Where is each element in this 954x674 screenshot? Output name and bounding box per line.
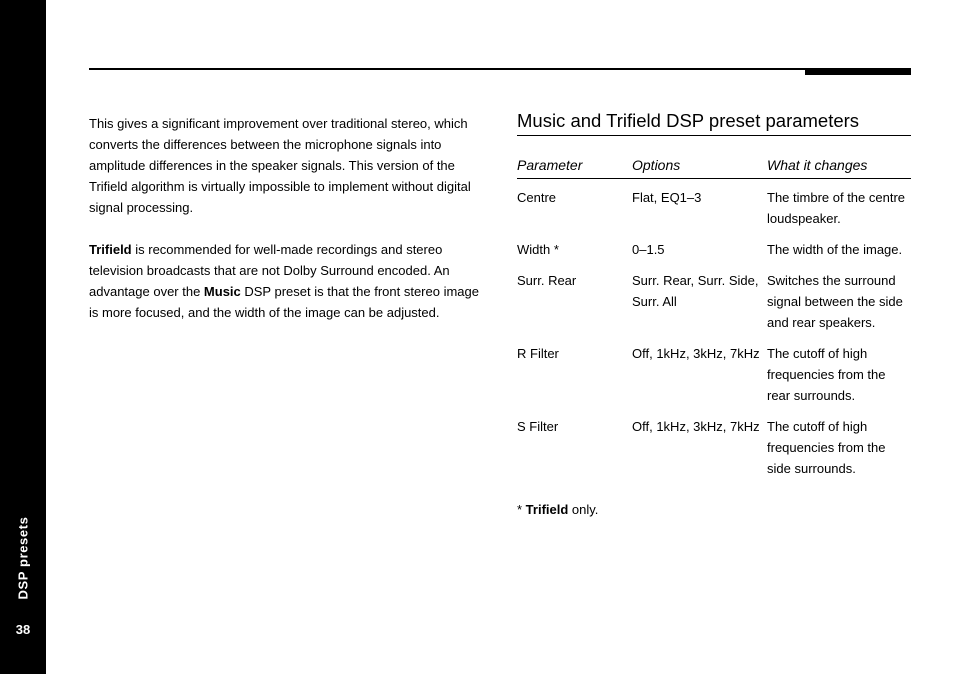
- cell-parameter: R Filter: [517, 346, 559, 361]
- paragraph-trifield-intro: This gives a significant improvement over traditional stereo, which converts the differences between the microphone signals into amplitude differences in the speaker signals. This version of the Trifield algorithm is virtually impossible to implement without digital signal processing.: [89, 116, 471, 215]
- cell-options: Surr. Rear, Surr. Side, Surr. All: [632, 273, 759, 309]
- cell-changes: Switches the surround signal between the side and rear speakers.: [767, 273, 903, 330]
- section-title: Music and Trifield DSP preset parameters: [517, 110, 911, 136]
- body-text-column: [89, 113, 484, 344]
- footnote-suffix: only.: [568, 502, 599, 517]
- paragraph-trifield-recommendation: [89, 239, 484, 323]
- sidebar: [0, 0, 46, 674]
- cell-changes: The cutoff of high frequencies from the side surrounds.: [767, 419, 886, 476]
- term-trifield: Trifield: [525, 502, 569, 517]
- cell-parameter: Width *: [517, 242, 559, 257]
- cell-parameter: Centre: [517, 190, 557, 205]
- footnote-prefix: *: [517, 502, 526, 517]
- paragraph-text: is recommended for well-made recordings and stereo television broadcasts that are not Dolby Surround encoded. An advantage over the: [89, 242, 450, 299]
- cell-parameter: Surr. Rear: [517, 273, 577, 288]
- cell-options: 0–1.5: [632, 242, 665, 257]
- cell-changes: The width of the image.: [767, 242, 903, 257]
- table-row: [517, 416, 911, 489]
- table-header-row: [517, 155, 911, 179]
- header-rule: [89, 68, 911, 70]
- table-row: [517, 270, 911, 343]
- cell-parameter: S Filter: [517, 419, 559, 434]
- page-number: 38: [15, 622, 31, 637]
- cell-changes: The timbre of the centre loudspeaker.: [767, 190, 906, 226]
- table-row: [517, 343, 911, 416]
- parameters-section: [517, 110, 911, 520]
- cell-options: Flat, EQ1–3: [632, 190, 702, 205]
- table-row: [517, 179, 911, 240]
- header-rule-tab: [805, 68, 911, 75]
- cell-changes: The cutoff of high frequencies from the rear surrounds.: [767, 346, 886, 403]
- paragraph-text: DSP preset is that the front stereo image is more focused, and the width of the image can be adjusted.: [89, 284, 479, 320]
- term-trifield: Trifield: [89, 242, 132, 257]
- section-label: DSP presets: [15, 516, 31, 600]
- header-parameter: Parameter: [517, 155, 632, 179]
- cell-options: Off, 1kHz, 3kHz, 7kHz: [632, 419, 760, 434]
- header-options: Options: [632, 155, 767, 179]
- header-what-it-changes: What it changes: [767, 155, 911, 179]
- parameters-table: [517, 155, 911, 489]
- cell-options: Off, 1kHz, 3kHz, 7kHz: [632, 346, 760, 361]
- table-footnote: [517, 499, 911, 520]
- term-music: Music: [203, 284, 241, 299]
- table-row: [517, 239, 911, 270]
